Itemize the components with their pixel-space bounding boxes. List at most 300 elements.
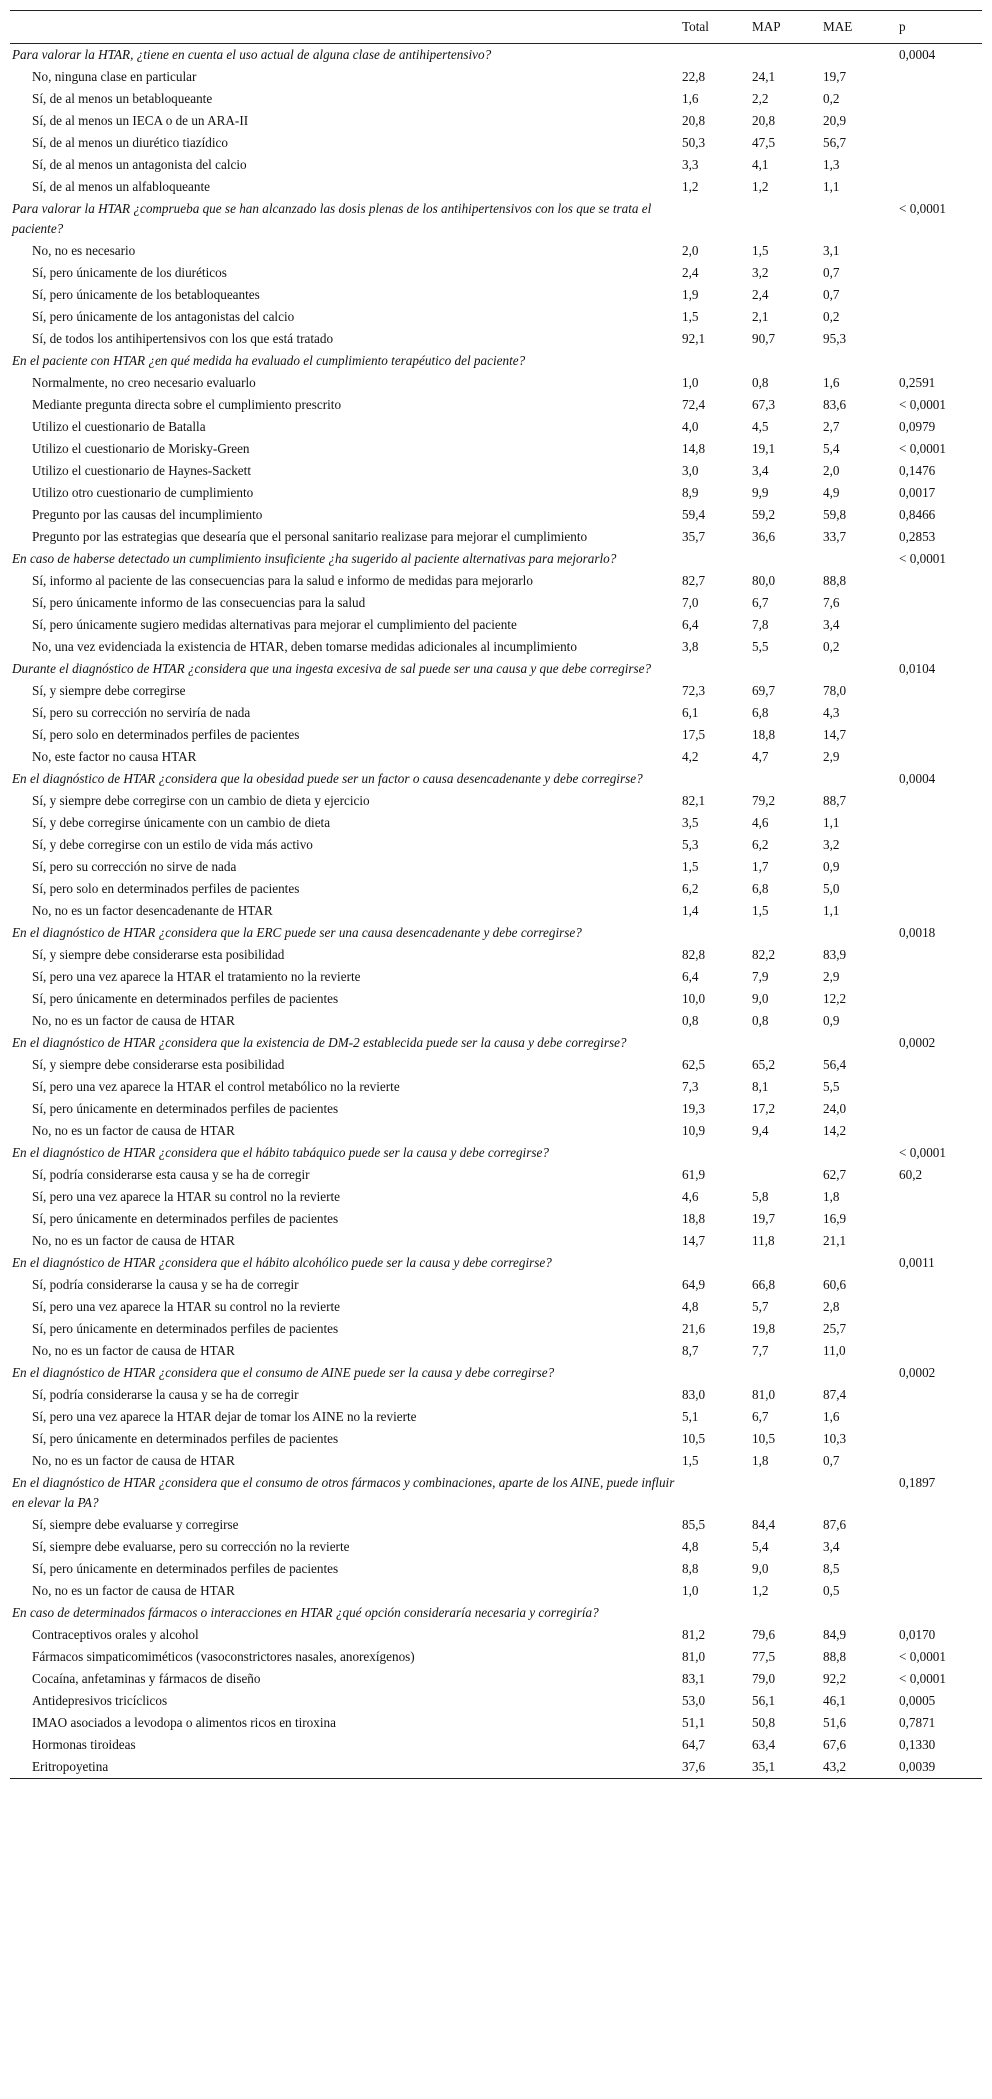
answer-label: Sí, siempre debe evaluarse y corregirse [32,1517,239,1532]
total-value: 82,7 [682,573,706,588]
answer-row [10,1186,982,1208]
header-item [10,11,680,44]
answer-row [10,1712,982,1734]
total-value: 37,6 [682,1759,706,1774]
map-value: 56,1 [752,1693,776,1708]
total-value: 1,2 [682,179,699,194]
p-value [897,240,982,262]
p-value [897,636,982,658]
answer-row [10,614,982,636]
map-value: 5,8 [752,1189,769,1204]
mae-value: 67,6 [823,1737,847,1752]
answer-row [10,1668,982,1690]
answer-row [10,1274,982,1296]
mae-value: 19,7 [823,69,847,84]
map-value [750,1472,821,1514]
total-value [680,1142,750,1164]
total-value: 10,9 [682,1123,706,1138]
map-value: 9,0 [752,991,769,1006]
total-value: 6,4 [682,617,699,632]
total-value: 1,5 [682,309,699,324]
map-value: 8,1 [752,1079,769,1094]
total-value: 64,7 [682,1737,706,1752]
p-value [897,1406,982,1428]
p-value: 0,0017 [899,485,936,500]
table-body [10,44,982,1779]
total-value: 22,8 [682,69,706,84]
answer-label: Pregunto por las causas del incumplimiento [32,507,263,522]
p-value [897,966,982,988]
map-value: 1,7 [752,859,769,874]
p-value [897,132,982,154]
answer-label: Cocaína, anfetaminas y fármacos de diseño [32,1671,261,1686]
mae-value [821,1602,897,1624]
mae-value [821,1032,897,1054]
answer-label: Sí, pero su corrección no sirve de nada [32,859,237,874]
mae-value [821,922,897,944]
p-value [897,328,982,350]
map-value: 4,5 [752,419,769,434]
map-value: 4,1 [752,157,769,172]
answer-label: Sí, pero únicamente en determinados perfiles de pacientes [32,1211,339,1226]
mae-value: 1,3 [823,157,840,172]
answer-row [10,460,982,482]
map-value [750,1032,821,1054]
map-value: 4,6 [752,815,769,830]
map-value: 19,1 [752,441,776,456]
mae-value: 62,7 [823,1167,847,1182]
total-value: 14,8 [682,441,706,456]
map-value: 20,8 [752,113,776,128]
p-value [897,1450,982,1472]
mae-value: 1,6 [823,1409,840,1424]
p-value [897,306,982,328]
question-text: Durante el diagnóstico de HTAR ¿considera que una ingesta excesiva de sal puede ser una causa y que debe corregirse? [12,661,652,676]
mae-value: 33,7 [823,529,847,544]
p-value [897,878,982,900]
answer-row [10,394,982,416]
question-text: En caso de haberse detectado un cumplimiento insuficiente ¿ha sugerido al paciente alternativas para mejorarlo? [12,551,617,566]
answer-row [10,680,982,702]
total-value: 2,0 [682,243,699,258]
map-value [750,1142,821,1164]
answer-row [10,1120,982,1142]
p-value [897,900,982,922]
total-value: 8,9 [682,485,699,500]
map-value: 3,2 [752,265,769,280]
mae-value: 3,2 [823,837,840,852]
answer-label: No, no es un factor desencadenante de HTAR [32,903,273,918]
answer-label: Sí, pero una vez aparece la HTAR dejar de tomar los AINE no la revierte [32,1409,417,1424]
answer-row [10,1076,982,1098]
p-value [897,812,982,834]
p-value: 0,1330 [899,1737,936,1752]
question-row [10,658,982,680]
mae-value [821,1472,897,1514]
total-value: 92,1 [682,331,706,346]
map-value: 6,8 [752,881,769,896]
answer-row [10,812,982,834]
mae-value [821,350,897,372]
total-value: 81,2 [682,1627,706,1642]
question-row [10,1142,982,1164]
total-value: 72,3 [682,683,706,698]
p-value: 0,0004 [899,771,936,786]
total-value: 7,3 [682,1079,699,1094]
p-value [897,1514,982,1536]
answer-row [10,1098,982,1120]
answer-row [10,240,982,262]
p-value [897,1580,982,1602]
mae-value: 5,4 [823,441,840,456]
map-value: 84,4 [752,1517,776,1532]
total-value [680,1362,750,1384]
total-value: 1,9 [682,287,699,302]
answer-label: No, no es necesario [32,243,136,258]
p-value [897,1296,982,1318]
p-value [897,680,982,702]
total-value: 17,5 [682,727,706,742]
total-value: 83,1 [682,1671,706,1686]
answer-label: Sí, y siempre debe corregirse [32,683,186,698]
answer-row [10,1558,982,1580]
answer-row [10,966,982,988]
p-value: 0,2591 [899,375,936,390]
answer-row [10,504,982,526]
mae-value: 4,9 [823,485,840,500]
answer-row [10,1010,982,1032]
answer-row [10,262,982,284]
map-value: 19,7 [752,1211,776,1226]
p-value: 60,2 [899,1167,923,1182]
p-value [897,1428,982,1450]
answer-row [10,878,982,900]
mae-value: 0,7 [823,287,840,302]
total-value: 3,8 [682,639,699,654]
mae-value: 56,4 [823,1057,847,1072]
answer-label: Eritropoyetina [32,1759,109,1774]
total-value: 82,1 [682,793,706,808]
total-value [680,350,750,372]
answer-row [10,154,982,176]
question-row [10,1472,982,1514]
answer-label: Sí, de al menos un betabloqueante [32,91,213,106]
map-value: 2,2 [752,91,769,106]
total-value: 20,8 [682,113,706,128]
question-text: En el paciente con HTAR ¿en qué medida ha evaluado el cumplimiento terapéutico del paciente? [12,353,526,368]
answer-row [10,1580,982,1602]
question-text: En el diagnóstico de HTAR ¿considera que la obesidad puede ser un factor o causa desencadenante y debe corregirse? [12,771,643,786]
question-text: En el diagnóstico de HTAR ¿considera que la ERC puede ser una causa desencadenante y debe corregirse? [12,925,582,940]
map-value: 5,7 [752,1299,769,1314]
answer-label: No, una vez evidenciada la existencia de HTAR, deben tomarse medidas adicionales al incumplimiento [32,639,577,654]
map-value: 6,7 [752,595,769,610]
answer-row [10,66,982,88]
map-value: 9,0 [752,1561,769,1576]
p-value [897,614,982,636]
p-value: 0,0170 [899,1627,936,1642]
question-row [10,1362,982,1384]
mae-value [821,548,897,570]
question-row [10,350,982,372]
mae-value: 11,0 [823,1343,846,1358]
map-value: 5,4 [752,1539,769,1554]
answer-row [10,1406,982,1428]
map-value: 47,5 [752,135,776,150]
answer-row [10,176,982,198]
p-value [897,110,982,132]
total-value: 3,3 [682,157,699,172]
map-value: 1,2 [752,1583,769,1598]
total-value [680,922,750,944]
question-row [10,198,982,240]
header-p: p [899,19,906,34]
answer-label: No, ninguna clase en particular [32,69,197,84]
map-value [750,44,821,67]
mae-value: 0,2 [823,309,840,324]
total-value: 81,0 [682,1649,706,1664]
total-value: 21,6 [682,1321,706,1336]
p-value: 0,0039 [899,1759,936,1774]
question-text: En caso de determinados fármacos o interacciones en HTAR ¿qué opción consideraría necesaria y corregiría? [12,1605,599,1620]
map-value: 9,4 [752,1123,769,1138]
p-value: < 0,0001 [899,1671,946,1686]
total-value: 4,8 [682,1299,699,1314]
question-row [10,548,982,570]
mae-value: 84,9 [823,1627,847,1642]
total-value: 4,2 [682,749,699,764]
mae-value: 0,7 [823,265,840,280]
mae-value: 88,8 [823,573,847,588]
total-value: 7,0 [682,595,699,610]
mae-value: 21,1 [823,1233,847,1248]
p-value [897,1098,982,1120]
answer-label: Sí, pero una vez aparece la HTAR el control metabólico no la revierte [32,1079,400,1094]
map-value [750,1164,821,1186]
answer-label: Sí, pero únicamente en determinados perfiles de pacientes [32,1561,339,1576]
answer-label: No, este factor no causa HTAR [32,749,197,764]
question-text: En el diagnóstico de HTAR ¿considera que el hábito alcohólico puede ser la causa y debe corregirse? [12,1255,552,1270]
p-value [897,1384,982,1406]
mae-value: 5,5 [823,1079,840,1094]
mae-value: 25,7 [823,1321,847,1336]
p-value: 0,0104 [899,661,936,676]
p-value: < 0,0001 [899,551,946,566]
total-value: 1,0 [682,1583,699,1598]
p-value [897,262,982,284]
question-text: Para valorar la HTAR, ¿tiene en cuenta el uso actual de alguna clase de antihipertensivo? [12,47,492,62]
survey-results-table [10,10,982,1779]
p-value [897,1230,982,1252]
p-value [897,350,982,372]
mae-value: 88,7 [823,793,847,808]
p-value: 0,2853 [899,529,936,544]
total-value: 5,3 [682,837,699,852]
total-value: 1,6 [682,91,699,106]
mae-value: 87,6 [823,1517,847,1532]
table-header [10,11,982,44]
answer-label: Sí, pero únicamente de los diuréticos [32,265,227,280]
p-value [897,988,982,1010]
question-row [10,1252,982,1274]
map-value [750,1362,821,1384]
p-value: < 0,0001 [899,397,946,412]
mae-value: 10,3 [823,1431,847,1446]
answer-row [10,1624,982,1646]
mae-value: 2,0 [823,463,840,478]
answer-label: Sí, podría considerarse esta causa y se ha de corregir [32,1167,310,1182]
mae-value: 3,4 [823,617,840,632]
map-value [750,198,821,240]
answer-row [10,856,982,878]
total-value: 59,4 [682,507,706,522]
answer-label: Sí, y siempre debe considerarse esta posibilidad [32,947,285,962]
map-value: 81,0 [752,1387,776,1402]
mae-value: 1,6 [823,375,840,390]
map-value [750,350,821,372]
total-value [680,1602,750,1624]
answer-row [10,526,982,548]
total-value: 6,4 [682,969,699,984]
mae-value: 0,2 [823,639,840,654]
question-row [10,922,982,944]
answer-label: Sí, de al menos un antagonista del calcio [32,157,247,172]
p-value: < 0,0001 [899,1145,946,1160]
total-value: 4,6 [682,1189,699,1204]
total-value: 1,5 [682,859,699,874]
mae-value: 5,0 [823,881,840,896]
question-row [10,1602,982,1624]
map-value: 1,8 [752,1453,769,1468]
map-value: 1,5 [752,243,769,258]
p-value [897,790,982,812]
p-value: 0,1897 [899,1475,936,1490]
map-value: 59,2 [752,507,776,522]
p-value: < 0,0001 [899,1649,946,1664]
map-value [750,658,821,680]
mae-value: 0,2 [823,91,840,106]
map-value: 9,9 [752,485,769,500]
answer-row [10,988,982,1010]
total-value [680,1032,750,1054]
total-value: 83,0 [682,1387,706,1402]
answer-label: Sí, y debe corregirse con un estilo de vida más activo [32,837,313,852]
total-value: 50,3 [682,135,706,150]
mae-value [821,1362,897,1384]
map-value: 82,2 [752,947,776,962]
mae-value [821,198,897,240]
answer-label: Sí, pero únicamente en determinados perfiles de pacientes [32,1431,339,1446]
map-value: 6,2 [752,837,769,852]
p-value [897,1186,982,1208]
answer-label: Antidepresivos tricíclicos [32,1693,168,1708]
answer-row [10,1690,982,1712]
p-value [897,1010,982,1032]
map-value: 77,5 [752,1649,776,1664]
map-value: 0,8 [752,375,769,390]
p-value [897,1208,982,1230]
p-value [897,1054,982,1076]
answer-row [10,284,982,306]
answer-row [10,1428,982,1450]
total-value [680,198,750,240]
map-value: 79,0 [752,1671,776,1686]
total-value: 4,0 [682,419,699,434]
answer-row [10,570,982,592]
total-value: 1,5 [682,1453,699,1468]
mae-value: 3,1 [823,243,840,258]
map-value: 11,8 [752,1233,775,1248]
map-value: 35,1 [752,1759,776,1774]
mae-value: 83,6 [823,397,847,412]
p-value [897,746,982,768]
total-value [680,1472,750,1514]
map-value [750,548,821,570]
total-value: 10,0 [682,991,706,1006]
answer-label: Sí, pero solo en determinados perfiles de pacientes [32,727,300,742]
answer-row [10,1230,982,1252]
mae-value: 16,9 [823,1211,847,1226]
answer-label: Sí, de todos los antihipertensivos con los que está tratado [32,331,334,346]
answer-label: Sí, de al menos un IECA o de un ARA-II [32,113,249,128]
answer-row [10,1734,982,1756]
mae-value: 3,4 [823,1539,840,1554]
map-value: 0,8 [752,1013,769,1028]
total-value [680,44,750,67]
answer-row [10,1450,982,1472]
mae-value: 1,1 [823,903,840,918]
map-value: 79,2 [752,793,776,808]
p-value [897,702,982,724]
map-value: 24,1 [752,69,776,84]
map-value: 3,4 [752,463,769,478]
mae-value: 14,7 [823,727,847,742]
p-value [897,1318,982,1340]
answer-row [10,592,982,614]
mae-value: 20,9 [823,113,847,128]
total-value: 53,0 [682,1693,706,1708]
p-value [897,1558,982,1580]
answer-label: No, no es un factor de causa de HTAR [32,1453,235,1468]
total-value: 51,1 [682,1715,706,1730]
header-map: MAP [752,19,781,34]
answer-label: Normalmente, no creo necesario evaluarlo [32,375,256,390]
mae-value: 8,5 [823,1561,840,1576]
answer-row [10,1318,982,1340]
map-value: 50,8 [752,1715,776,1730]
map-value: 2,4 [752,287,769,302]
answer-label: Sí, podría considerarse la causa y se ha de corregir [32,1277,299,1292]
map-value: 90,7 [752,331,776,346]
mae-value: 2,9 [823,749,840,764]
mae-value: 83,9 [823,947,847,962]
answer-label: IMAO asociados a levodopa o alimentos ricos en tiroxina [32,1715,336,1730]
answer-row [10,1536,982,1558]
answer-label: Sí, de al menos un alfabloqueante [32,179,210,194]
answer-label: Sí, de al menos un diurético tiazídico [32,135,228,150]
answer-label: Sí, pero únicamente en determinados perfiles de pacientes [32,991,339,1006]
question-row [10,1032,982,1054]
header-row [10,11,982,44]
p-value [897,1274,982,1296]
p-value [897,88,982,110]
total-value [680,658,750,680]
map-value: 7,8 [752,617,769,632]
mae-value: 51,6 [823,1715,847,1730]
p-value: 0,0002 [899,1365,936,1380]
p-value [897,176,982,198]
answer-label: Contraceptivos orales y alcohol [32,1627,199,1642]
